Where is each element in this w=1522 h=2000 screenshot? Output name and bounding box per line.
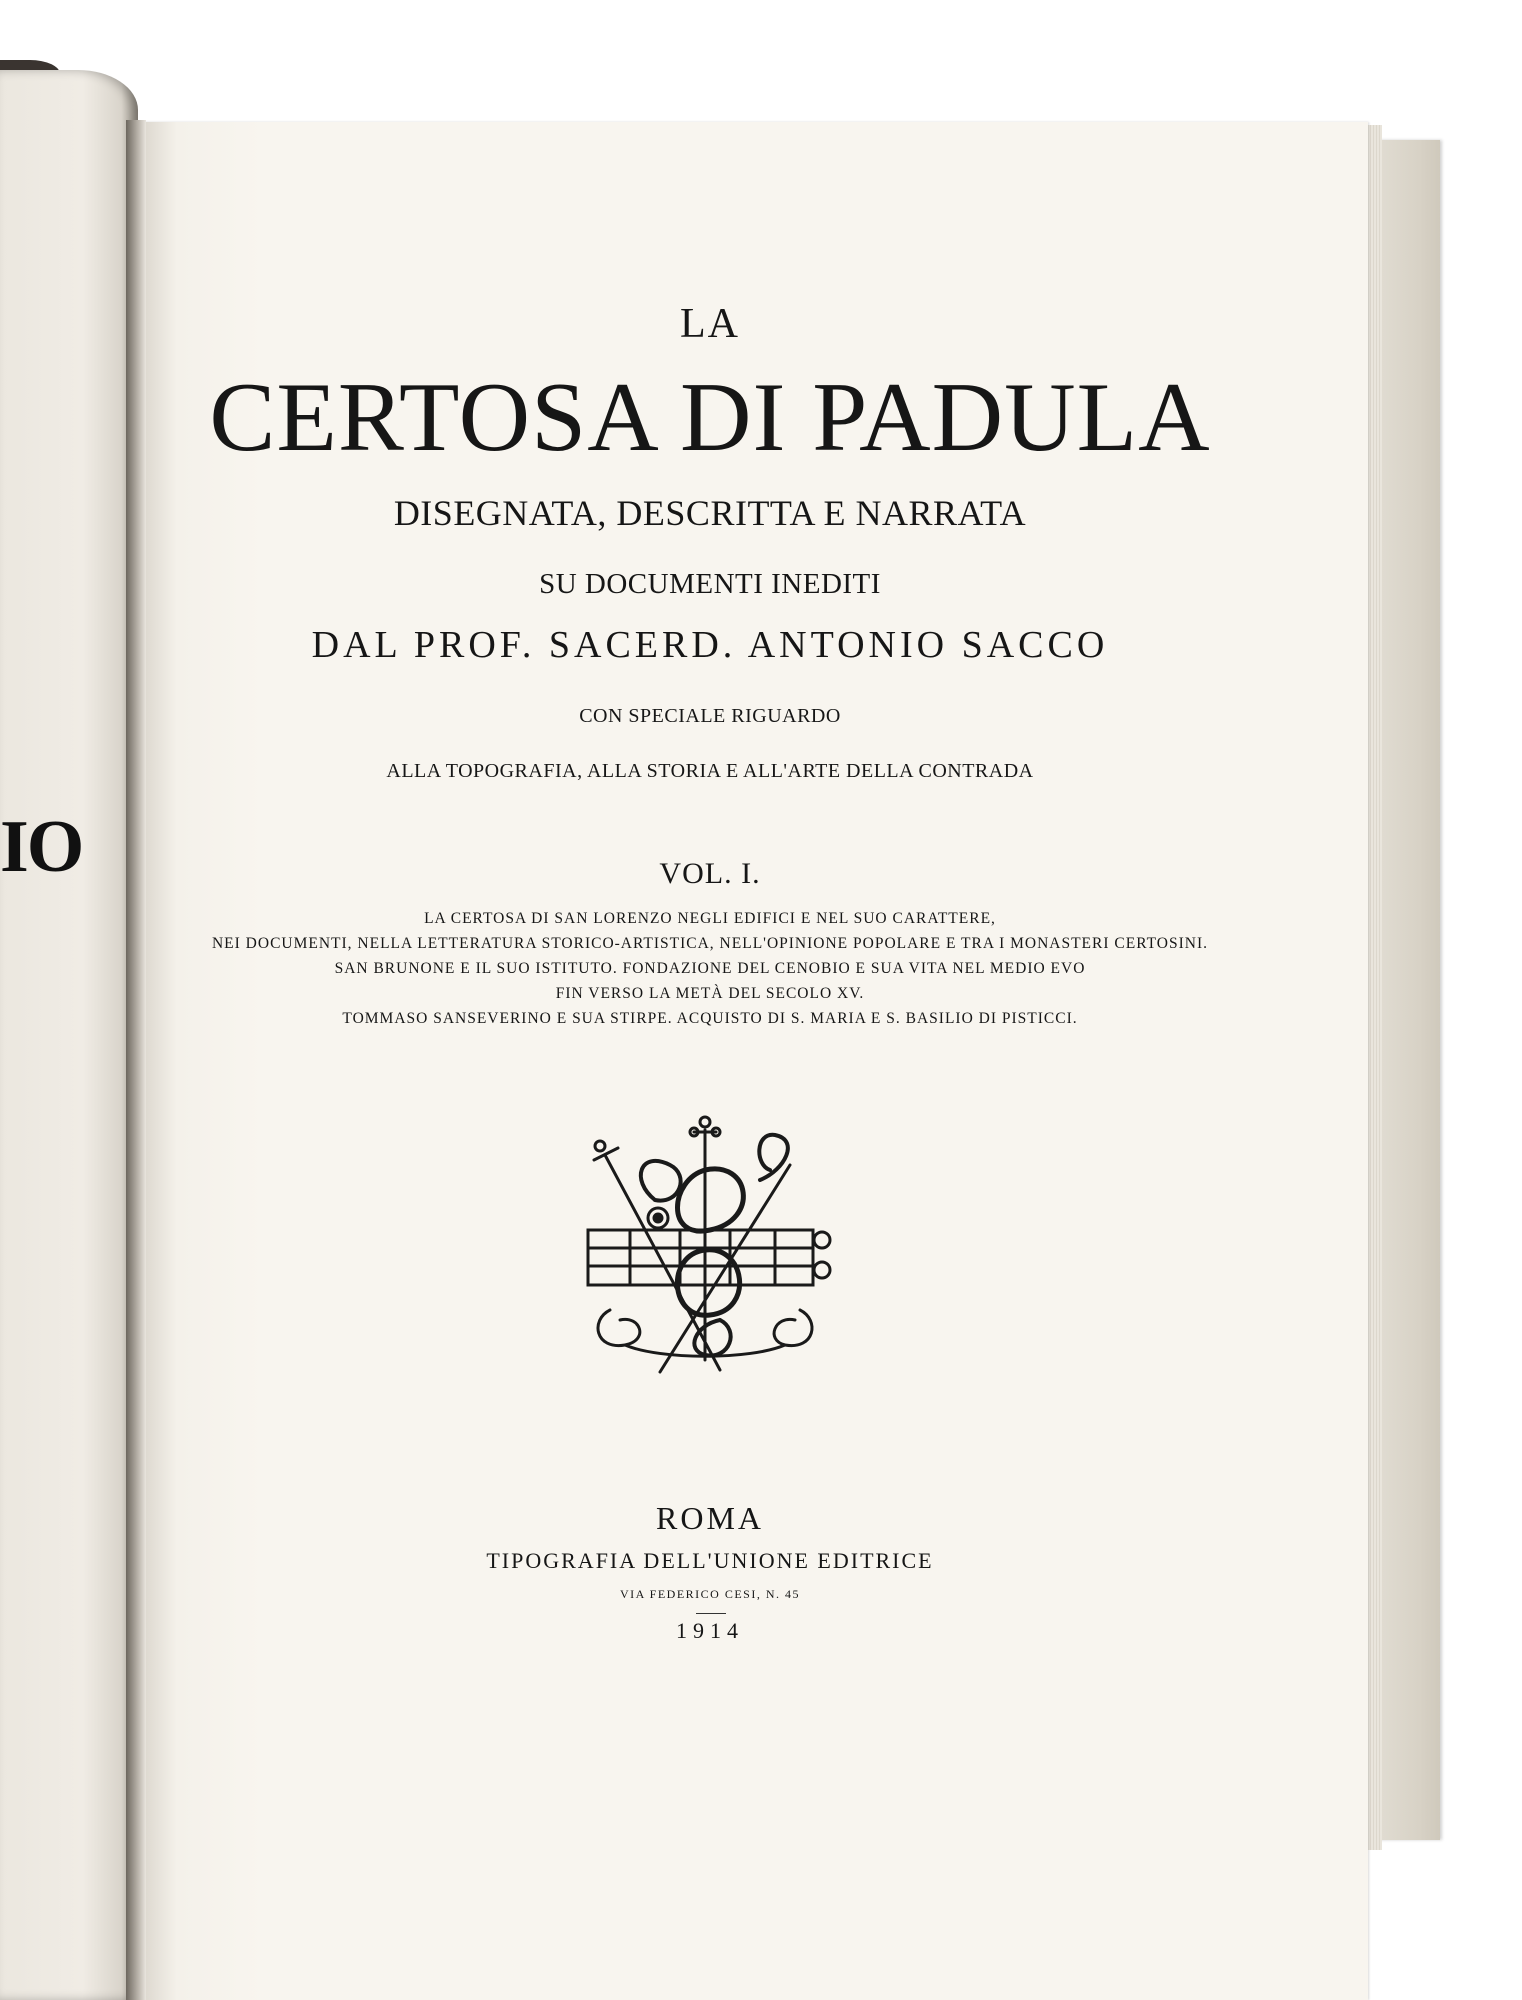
contents-line: FIN VERSO LA METÀ DEL SECOLO XV. — [555, 985, 865, 1002]
monogram-emblem-icon — [570, 1110, 850, 1380]
publication-year: 1914 — [676, 1618, 744, 1643]
title-article: LA — [680, 301, 740, 347]
subtitle-2: SU DOCUMENTI INEDITI — [539, 568, 881, 600]
contents-line: NEI DOCUMENTI, NELLA LETTERATURA STORICO-ARTISTICA, NELL'OPINIONE POPOLARE E TRA I MONASTERI CERTOSINI. — [211, 935, 1209, 952]
volume-label: VOL. I. — [659, 857, 761, 890]
publication-city: ROMA — [655, 1500, 764, 1536]
contents-line: TOMMASO SANSEVERINO E SUA STIRPE. ACQUISTO DI S. MARIA E S. BASILIO DI PISTICCI. — [342, 1010, 1078, 1027]
divider — [696, 1613, 726, 1614]
regard-line-2: ALLA TOPOGRAFIA, ALLA STORIA E ALL'ARTE DELLA CONTRADA — [386, 760, 1034, 782]
regard-line: CON SPECIALE RIGUARDO — [579, 705, 841, 727]
main-title: CERTOSA DI PADULA — [209, 363, 1211, 472]
author-line: DAL PROF. SACERD. ANTONIO SACCO — [311, 624, 1109, 666]
contents-line: SAN BRUNONE E IL SUO ISTITUTO. FONDAZIONE DEL CENOBIO E SUA VITA NEL MEDIO EVO — [334, 960, 1086, 977]
subtitle: DISEGNATA, DESCRITTA E NARRATA — [393, 493, 1027, 533]
contents-line: LA CERTOSA DI SAN LORENZO NEGLI EDIFICI E NEL SUO CARATTERE, — [424, 910, 996, 927]
publisher: TIPOGRAFIA DELL'UNIONE EDITRICE — [486, 1548, 934, 1573]
left-page-text-fragment: IO — [0, 806, 83, 888]
publisher-address: VIA FEDERICO CESI, N. 45 — [619, 1587, 800, 1601]
